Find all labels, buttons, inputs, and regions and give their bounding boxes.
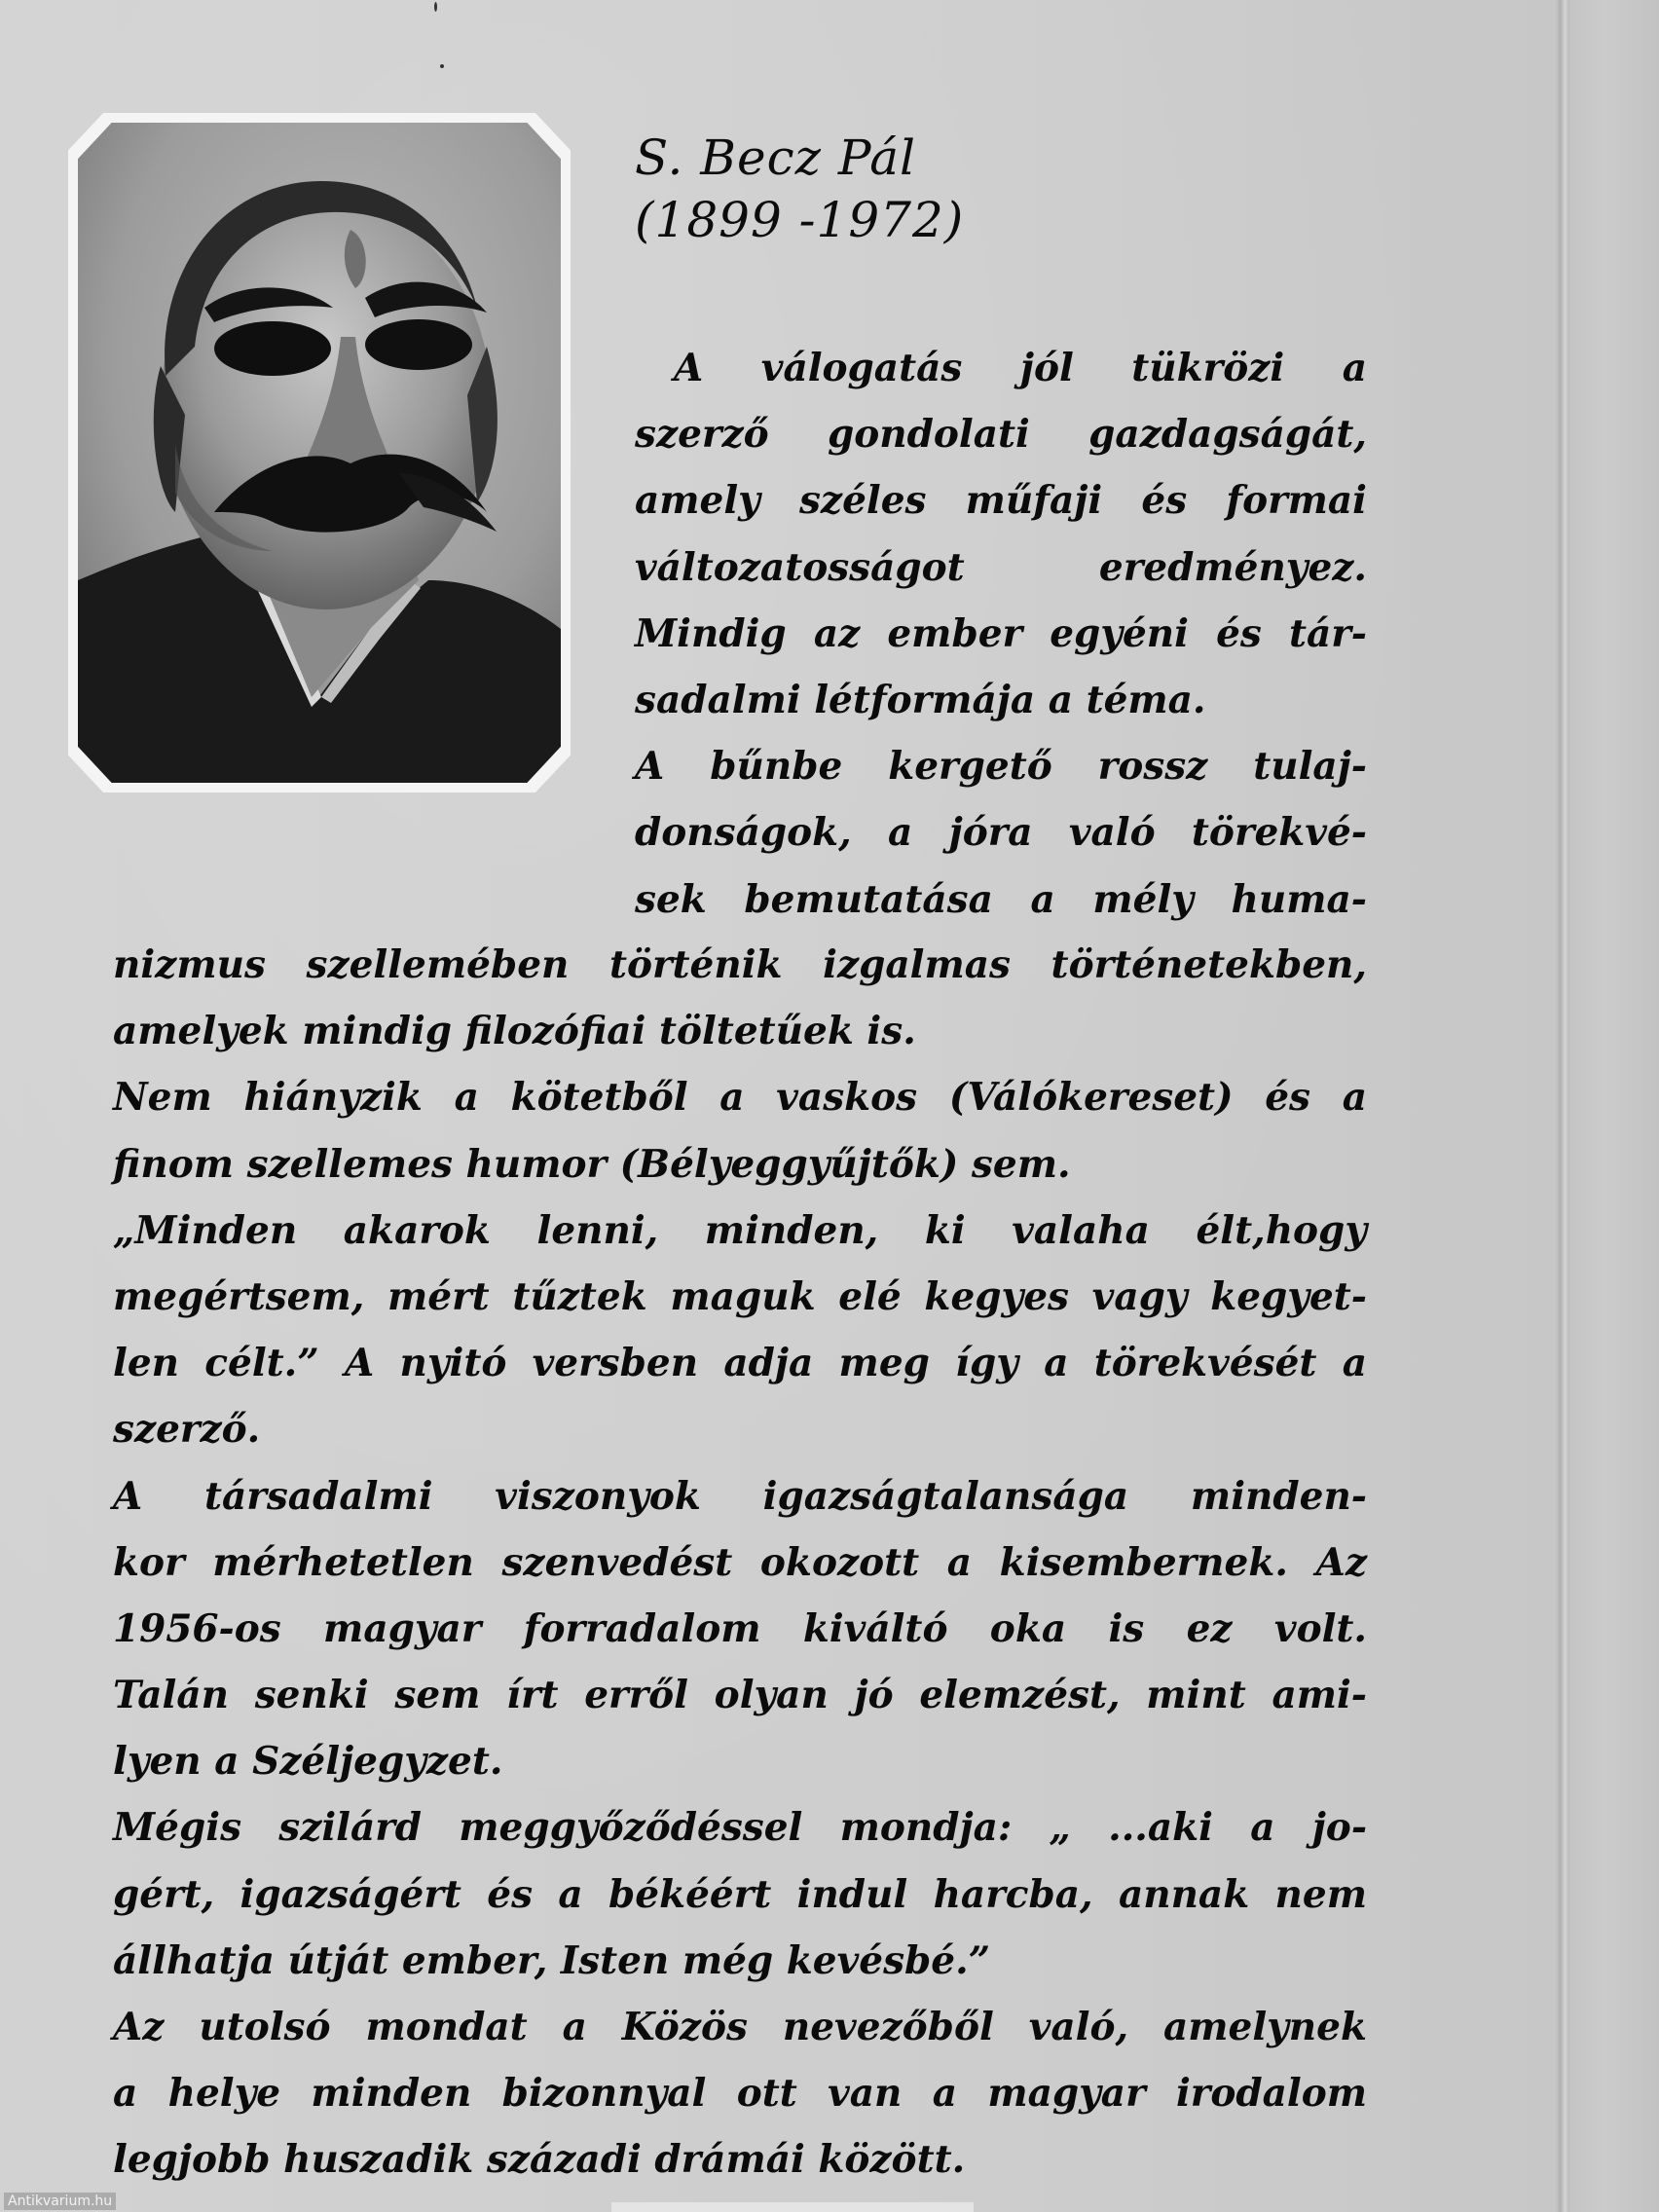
text-line: A társadalmi viszonyok igazságtalansága minden- (113, 1473, 1367, 1519)
author-heading (635, 127, 1219, 251)
text-line: amelyek mindig filozófiai töltetűek is. (113, 1009, 916, 1054)
text-line: Talán senki sem írt erről olyan jó elemzést, mint ami- (113, 1673, 1367, 1718)
portrait-painting-icon (78, 123, 561, 783)
text-line: szerző. (113, 1407, 261, 1453)
text-line: A válogatás jól tükrözi a (674, 346, 1367, 390)
author-portrait (78, 123, 561, 783)
bottom-sticker-strip (611, 2202, 974, 2212)
text-line: gért, igazságért és a békéért indul harcba, annak nem (113, 1871, 1367, 1917)
text-line: legjobb huszadik századi drámái között. (113, 2137, 966, 2183)
text-line: sadalmi létformája a téma. (635, 677, 1206, 722)
watermark: Antikvarium.hu (4, 2193, 116, 2210)
dust-speck (440, 64, 444, 68)
text-line: Az utolsó mondat a Közös nevezőből való, amelynek (113, 2005, 1367, 2049)
spine-edge (1569, 0, 1659, 2212)
text-line: „Minden akarok lenni, minden, ki valaha élt,hogy (113, 1207, 1367, 1253)
text-line: megértsem, mért tűztek maguk elé kegyes vagy kegyet- (113, 1273, 1367, 1319)
text-line: sek bemutatása a mély huma- (635, 876, 1367, 922)
text-line: kor mérhetetlen szenvedést okozott a kisembernek. Az (113, 1539, 1367, 1585)
author-name: S. Becz Pál (635, 129, 917, 186)
spine-shadow (1556, 0, 1569, 2212)
dust-speck (434, 2, 437, 12)
blurb-narrow-column (635, 335, 1367, 933)
text-line: 1956-os magyar forradalom kiváltó oka is ez volt. (113, 1605, 1367, 1651)
text-line: Mégis szilárd meggyőződéssel mondja: „ ...aki a jo- (113, 1805, 1367, 1851)
blurb-wide-column (113, 932, 1367, 2194)
text-line: állhatja útját ember, Isten még kevésbé.” (113, 1937, 991, 1983)
text-line: szerző gondolati gazdagságát, (635, 412, 1367, 458)
text-line: donságok, a jóra való törekvé- (635, 810, 1367, 856)
text-line: változatosságot eredményez. (635, 544, 1367, 590)
text-line: a helye minden bizonnyal ott van a magyar irodalom (113, 2071, 1367, 2117)
text-line: lyen a Széljegyzet. (113, 1739, 503, 1785)
author-years: (1899 -1972) (635, 192, 965, 248)
text-line: finom szellemes humor (Bélyeggyűjtők) sem. (113, 1141, 1071, 1187)
text-line: Nem hiányzik a kötetből a vaskos (Válókereset) és a (113, 1075, 1367, 1121)
text-line: nizmus szellemében történik izgalmas történetekben, (113, 942, 1367, 987)
text-line: Mindig az ember egyéni és tár- (635, 610, 1367, 656)
text-line: len célt.” A nyitó versben adja meg így a törekvését a (113, 1341, 1367, 1386)
text-line: A bűnbe kergető rossz tulaj- (635, 744, 1367, 790)
text-line: amely széles műfaji és formai (635, 478, 1367, 524)
